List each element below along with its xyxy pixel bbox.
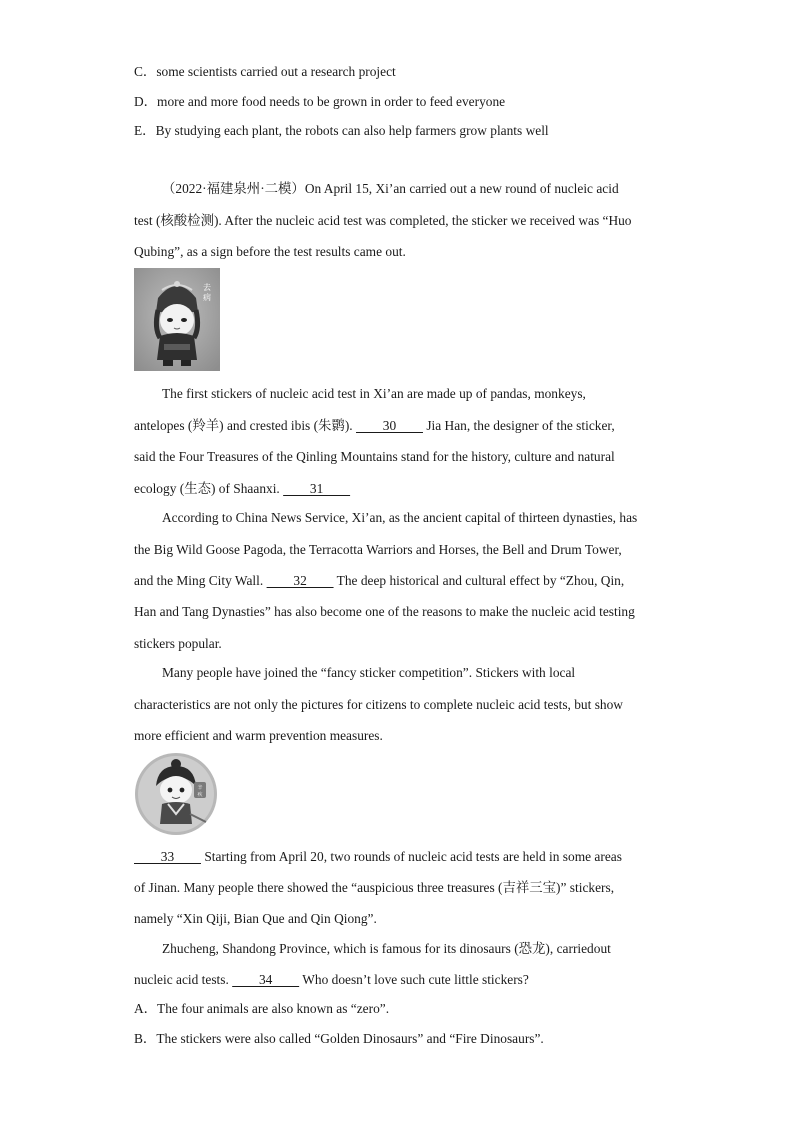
p5-line-2-a: nucleic acid tests.: [134, 972, 229, 987]
p4-line-1-b: Starting from April 20, two rounds of nucleic acid tests are held in some areas: [204, 849, 622, 864]
seal-text: 辛: [197, 785, 203, 791]
intro-line-1: （2022·福建泉州·二模）On April 15, Xi’an carried out a new round of nucleic acid: [162, 181, 619, 196]
p2-line-5: stickers popular.: [134, 636, 222, 651]
p1-line-1: The first stickers of nucleic acid test in Xi’an are made up of pandas, monkeys,: [162, 386, 586, 401]
option-e: E．By studying each plant, the robots can also help farmers grow plants well: [134, 123, 549, 138]
sticker-logo-text: 去: [203, 283, 211, 292]
intro-line-3: Qubing”, as a sign before the test results came out.: [134, 244, 406, 259]
p1-line-4: [134, 481, 350, 497]
p1-line-2: [134, 418, 615, 434]
option-b: B．The stickers were also called “Golden Dinosaurs” and “Fire Dinosaurs”.: [134, 1031, 544, 1046]
seal-text: 疾: [197, 792, 203, 798]
p4-line-1: [134, 849, 622, 865]
p4-line-3: namely “Xin Qiji, Bian Que and Qin Qiong”.: [134, 911, 377, 926]
p5-line-1: Zhucheng, Shandong Province, which is famous for its dinosaurs (恐龙), carriedout: [162, 941, 611, 956]
blank-32[interactable]: 32: [266, 573, 334, 588]
p2-line-1: According to China News Service, Xi’an, as the ancient capital of thirteen dynasties, has: [162, 510, 638, 525]
p1-line-3: said the Four Treasures of the Qinling Mountains stand for the history, culture and natural: [134, 449, 615, 464]
p2-line-3-b: The deep historical and cultural effect by “Zhou, Qin,: [336, 573, 625, 588]
p2-line-2: the Big Wild Goose Pagoda, the Terracotta Warriors and Horses, the Bell and Drum Tower,: [134, 542, 622, 557]
p2-line-4: Han and Tang Dynasties” has also become one of the reasons to make the nucleic acid testing: [134, 604, 635, 619]
blank-30[interactable]: 30: [356, 418, 423, 433]
sticker-logo-text: 病: [203, 293, 211, 302]
p2-line-3-a: and the Ming City Wall.: [134, 573, 264, 588]
option-d: D．more and more food needs to be grown in order to feed everyone: [134, 94, 506, 109]
p4-line-2: of Jinan. Many people there showed the “auspicious three treasures (吉祥三宝)” stickers,: [134, 880, 615, 895]
option-c: C．some scientists carried out a research project: [134, 64, 396, 79]
huo-qubing-sticker-image: [134, 268, 220, 371]
p2-line-3: [134, 573, 624, 589]
p5-line-2: [134, 972, 529, 988]
blank-33[interactable]: 33: [134, 849, 201, 864]
p1-line-4-a: ecology (生态) of Shaanxi.: [134, 481, 280, 496]
p3-line-3: more efficient and warm prevention measures.: [134, 728, 383, 743]
p5-line-2-b: Who doesn’t love such cute little stickers?: [302, 972, 529, 987]
p3-line-2: characteristics are not only the pictures for citizens to complete nucleic acid tests, but show: [134, 697, 623, 712]
blank-34[interactable]: 34: [232, 972, 300, 987]
p1-line-2-a: antelopes (羚羊) and crested ibis (朱鹮).: [134, 418, 353, 433]
p1-line-2-b: Jia Han, the designer of the sticker,: [426, 418, 615, 433]
blank-31[interactable]: 31: [283, 481, 351, 496]
p3-line-1: Many people have joined the “fancy sticker competition”. Stickers with local: [162, 665, 576, 680]
intro-line-2: test (核酸检测). After the nucleic acid test was completed, the sticker we received was “Huo: [134, 213, 632, 228]
option-a: A．The four animals are also known as “zero”.: [134, 1001, 390, 1016]
jinan-sticker-image: [134, 752, 218, 836]
